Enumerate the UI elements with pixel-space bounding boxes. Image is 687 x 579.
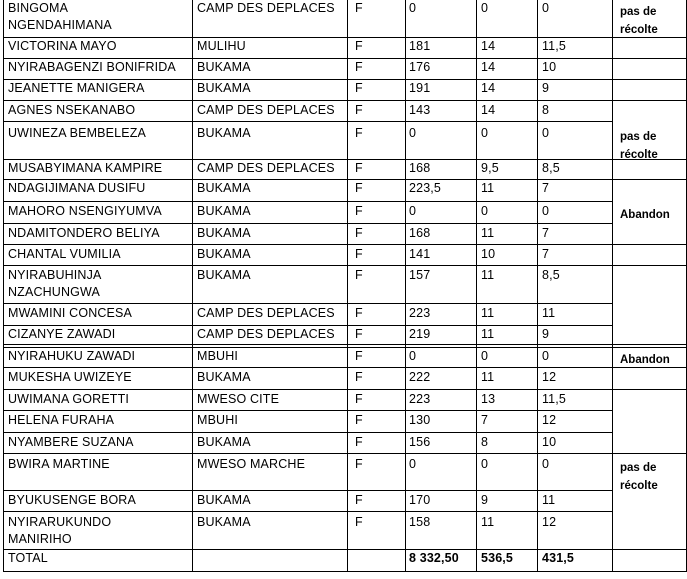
value3-cell: 8,5 [542, 161, 560, 175]
site-cell: BUKAMA [197, 435, 251, 449]
value1-cell: 168 [409, 161, 431, 175]
site-cell: MBUHI [197, 413, 239, 427]
value2-cell: 0 [481, 349, 489, 363]
value1-cell: 170 [409, 493, 431, 507]
value1-cell: 0 [409, 126, 417, 140]
row-divider [3, 344, 687, 345]
sex-cell: F [355, 1, 363, 15]
value3-cell: 7 [542, 181, 550, 195]
remark-cell: récolte [620, 24, 658, 36]
value2-cell: 0 [481, 126, 489, 140]
value1-cell: 156 [409, 435, 431, 449]
sex-cell: F [355, 392, 363, 406]
value3-cell: 7 [542, 226, 550, 240]
value3-cell: 11 [542, 306, 556, 320]
sex-cell: F [355, 226, 363, 240]
value3-cell: 0 [542, 204, 550, 218]
value3-cell: 12 [542, 515, 557, 529]
total-label: TOTAL [8, 551, 48, 565]
value2-cell: 14 [481, 60, 496, 74]
value1-cell: 0 [409, 1, 417, 15]
value3-cell: 0 [542, 1, 550, 15]
row-divider [3, 490, 613, 491]
name-cell: VICTORINA MAYO [8, 39, 117, 53]
total-value2: 536,5 [481, 551, 514, 565]
name-cell: BINGOMA [8, 1, 69, 15]
sex-cell: F [355, 103, 363, 117]
value2-cell: 14 [481, 103, 496, 117]
value3-cell: 11,5 [542, 39, 567, 53]
column-divider [537, 0, 538, 572]
total-value1: 8 332,50 [409, 551, 459, 565]
name-cell: CIZANYE ZAWADI [8, 327, 116, 341]
name-cell: NDAGIJIMANA DUSIFU [8, 181, 146, 195]
site-cell: BUKAMA [197, 81, 251, 95]
site-cell: BUKAMA [197, 181, 251, 195]
name-cell: NYIRARUKUNDO [8, 515, 112, 529]
remark-cell: récolte [620, 149, 658, 161]
value2-cell: 9 [481, 493, 489, 507]
column-divider [3, 0, 4, 572]
value1-cell: 0 [409, 204, 417, 218]
name-cell: MAHORO NSENGIYUMVA [8, 204, 162, 218]
total-value3: 431,5 [542, 551, 575, 565]
site-cell: MWESO CITE [197, 392, 280, 406]
value2-cell: 11 [481, 181, 495, 195]
value1-cell: 0 [409, 349, 417, 363]
sex-cell: F [355, 126, 363, 140]
site-cell: BUKAMA [197, 60, 251, 74]
sex-cell: F [355, 181, 363, 195]
name-cell: MANIRIHO [8, 532, 72, 546]
name-cell: MUSABYIMANA KAMPIRE [8, 161, 163, 175]
value3-cell: 8 [542, 103, 550, 117]
sex-cell: F [355, 39, 363, 53]
name-cell: BYUKUSENGE BORA [8, 493, 136, 507]
row-divider [3, 303, 613, 304]
value1-cell: 176 [409, 60, 431, 74]
column-divider [347, 0, 348, 572]
value1-cell: 191 [409, 81, 431, 95]
sex-cell: F [355, 327, 363, 341]
name-cell: JEANETTE MANIGERA [8, 81, 145, 95]
sex-cell: F [355, 60, 363, 74]
row-divider [3, 265, 687, 266]
name-cell: UWIMANA GORETTI [8, 392, 129, 406]
value3-cell: 0 [542, 349, 550, 363]
value3-cell: 10 [542, 60, 557, 74]
site-cell: BUKAMA [197, 515, 251, 529]
sex-cell: F [355, 493, 363, 507]
name-cell: MUKESHA UWIZEYE [8, 370, 132, 384]
value3-cell: 12 [542, 370, 557, 384]
value1-cell: 143 [409, 103, 431, 117]
name-cell: NDAMITONDERO BELIYA [8, 226, 160, 240]
row-divider [3, 201, 613, 202]
name-cell: NYAMBERE SUZANA [8, 435, 134, 449]
value1-cell: 130 [409, 413, 431, 427]
value1-cell: 181 [409, 39, 431, 53]
site-cell: MBUHI [197, 349, 239, 363]
sex-cell: F [355, 370, 363, 384]
value3-cell: 9 [542, 327, 550, 341]
site-cell: BUKAMA [197, 226, 251, 240]
value3-cell: 12 [542, 413, 557, 427]
value3-cell: 10 [542, 435, 557, 449]
value2-cell: 13 [481, 392, 496, 406]
column-divider [476, 0, 477, 572]
value3-cell: 8,5 [542, 268, 560, 282]
row-divider [3, 223, 613, 224]
row-divider [3, 389, 687, 390]
remark-cell: récolte [620, 480, 658, 492]
row-divider [3, 549, 687, 550]
sex-cell: F [355, 435, 363, 449]
column-divider [612, 0, 613, 572]
name-cell: MWAMINI CONCESA [8, 306, 133, 320]
sex-cell: F [355, 457, 363, 471]
value2-cell: 11 [481, 226, 495, 240]
sex-cell: F [355, 268, 363, 282]
row-divider [3, 244, 687, 245]
value3-cell: 0 [542, 126, 550, 140]
value1-cell: 223 [409, 392, 431, 406]
row-divider [3, 453, 687, 454]
site-cell: BUKAMA [197, 493, 251, 507]
value2-cell: 8 [481, 435, 489, 449]
row-divider [3, 432, 613, 433]
site-cell: CAMP DES DEPLACES [197, 161, 335, 175]
name-cell: NZACHUNGWA [8, 285, 101, 299]
value1-cell: 141 [409, 247, 431, 261]
value2-cell: 11 [481, 515, 495, 529]
remark-cell: pas de [620, 131, 657, 143]
sex-cell: F [355, 247, 363, 261]
value3-cell: 7 [542, 247, 550, 261]
site-cell: MWESO MARCHE [197, 457, 306, 471]
site-cell: CAMP DES DEPLACES [197, 306, 335, 320]
value2-cell: 14 [481, 39, 496, 53]
site-cell: BUKAMA [197, 268, 251, 282]
value2-cell: 0 [481, 1, 489, 15]
value2-cell: 11 [481, 306, 495, 320]
value2-cell: 9,5 [481, 161, 499, 175]
row-divider [3, 121, 613, 122]
value3-cell: 11,5 [542, 392, 567, 406]
name-cell: HELENA FURAHA [8, 413, 115, 427]
site-cell: CAMP DES DEPLACES [197, 1, 335, 15]
row-divider [3, 511, 613, 512]
value3-cell: 0 [542, 457, 550, 471]
value3-cell: 9 [542, 81, 550, 95]
value1-cell: 0 [409, 457, 417, 471]
sex-cell: F [355, 515, 363, 529]
value2-cell: 0 [481, 204, 489, 218]
column-divider [405, 0, 406, 572]
row-divider [3, 410, 613, 411]
sex-cell: F [355, 349, 363, 363]
site-cell: BUKAMA [197, 204, 251, 218]
site-cell: BUKAMA [197, 247, 251, 261]
value2-cell: 11 [481, 370, 495, 384]
row-divider [3, 571, 687, 572]
sex-cell: F [355, 204, 363, 218]
sex-cell: F [355, 161, 363, 175]
site-cell: CAMP DES DEPLACES [197, 327, 335, 341]
value1-cell: 158 [409, 515, 431, 529]
site-cell: BUKAMA [197, 370, 251, 384]
remark-cell: pas de [620, 462, 657, 474]
sex-cell: F [355, 413, 363, 427]
name-cell: NGENDAHIMANA [8, 18, 112, 32]
value1-cell: 223,5 [409, 181, 442, 195]
value1-cell: 219 [409, 327, 431, 341]
name-cell: NYIRABAGENZI BONIFRIDA [8, 60, 176, 74]
value2-cell: 10 [481, 247, 496, 261]
value1-cell: 222 [409, 370, 431, 384]
value3-cell: 11 [542, 493, 556, 507]
name-cell: CHANTAL VUMILIA [8, 247, 121, 261]
value1-cell: 168 [409, 226, 431, 240]
value2-cell: 11 [481, 268, 495, 282]
remark-cell: Abandon [620, 354, 670, 366]
value2-cell: 0 [481, 457, 489, 471]
site-cell: MULIHU [197, 39, 246, 53]
column-divider [192, 0, 193, 572]
remark-cell: Abandon [620, 209, 670, 221]
name-cell: UWINEZA BEMBELEZA [8, 126, 146, 140]
sex-cell: F [355, 306, 363, 320]
value1-cell: 157 [409, 268, 431, 282]
value2-cell: 7 [481, 413, 489, 427]
value2-cell: 14 [481, 81, 496, 95]
sex-cell: F [355, 81, 363, 95]
name-cell: NYIRAHUKU ZAWADI [8, 349, 136, 363]
row-divider [3, 367, 687, 368]
name-cell: NYIRABUHINJA [8, 268, 102, 282]
name-cell: BWIRA MARTINE [8, 457, 110, 471]
value1-cell: 223 [409, 306, 431, 320]
name-cell: AGNES NSEKANABO [8, 103, 136, 117]
site-cell: BUKAMA [197, 126, 251, 140]
site-cell: CAMP DES DEPLACES [197, 103, 335, 117]
row-divider [3, 100, 687, 101]
value2-cell: 11 [481, 327, 495, 341]
remark-cell: pas de [620, 6, 657, 18]
